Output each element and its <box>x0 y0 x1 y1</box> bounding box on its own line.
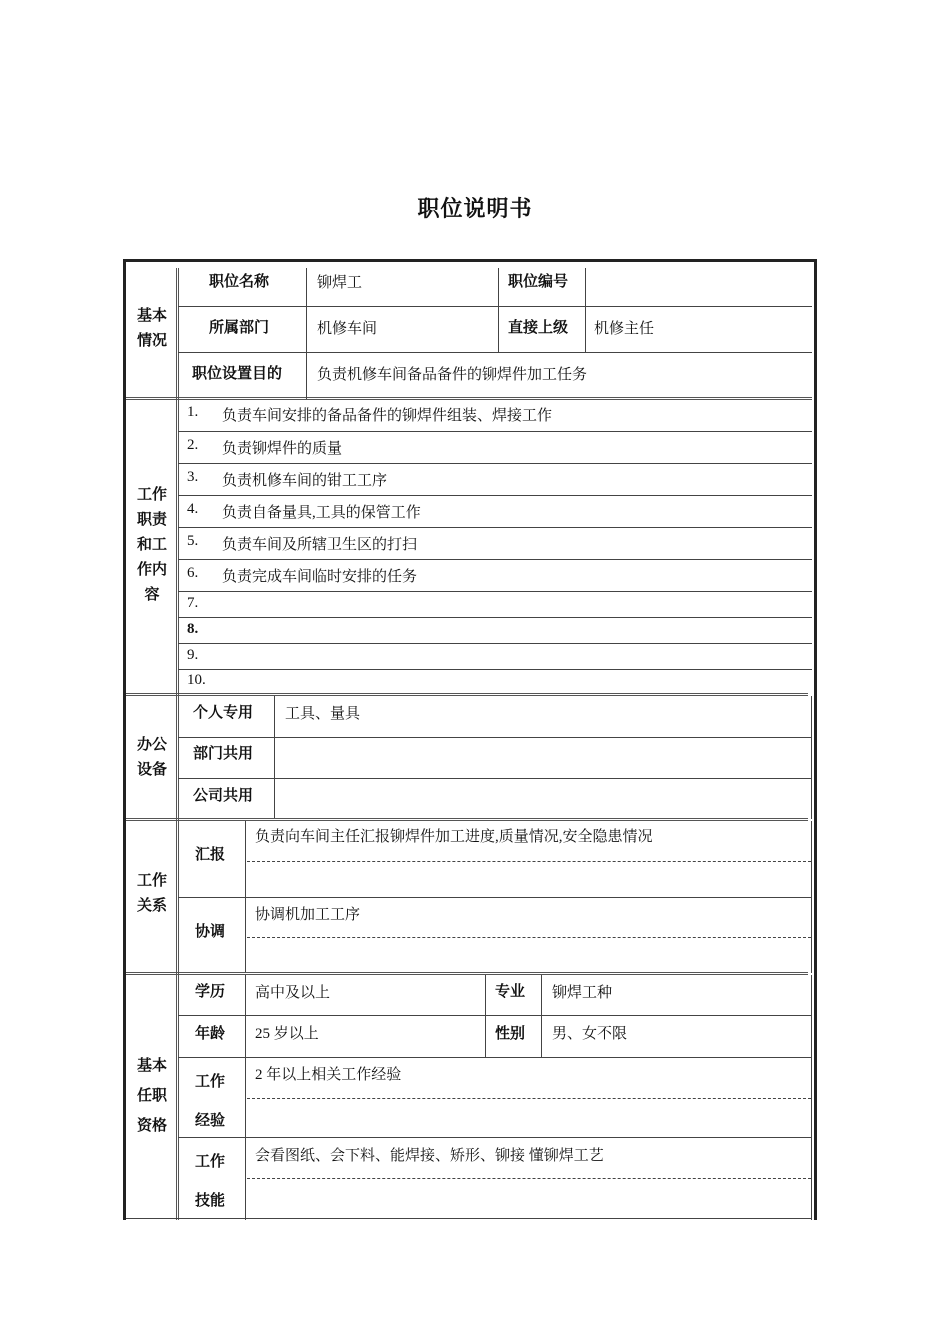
position-code-label: 职位编号 <box>508 272 569 290</box>
duty-8-number: 8. <box>187 621 199 637</box>
duty-3-text: 负责机修车间的钳工工序 <box>222 473 388 489</box>
personal-equipment-label: 个人专用 <box>193 703 254 721</box>
duty-4-number: 4. <box>187 501 199 517</box>
experience-value: 2 年以上相关工作经验 <box>255 1067 402 1083</box>
duty-3-number: 3. <box>187 469 199 485</box>
duty-5-number: 5. <box>187 533 199 549</box>
position-name-label: 职位名称 <box>209 272 270 290</box>
duty-1-text: 负责车间安排的备品备件的铆焊件组装、焊接工作 <box>222 408 553 424</box>
department-equipment-label: 部门共用 <box>193 744 254 762</box>
duty-5-text: 负责车间及所辖卫生区的打扫 <box>222 537 418 553</box>
supervisor-label: 直接上级 <box>508 318 569 336</box>
report-label: 汇报 <box>195 845 226 863</box>
duty-10-number: 10. <box>187 672 206 688</box>
company-equipment-label: 公司共用 <box>193 786 254 804</box>
section-duties: 工作 职责 和工 作内 容 <box>136 485 167 603</box>
duty-7-number: 7. <box>187 595 199 611</box>
duty-9-number: 9. <box>187 647 199 663</box>
duty-1-number: 1. <box>187 404 199 420</box>
report-dashed-separator <box>247 861 811 862</box>
age-value: 25 岁以上 <box>255 1026 319 1042</box>
education-label: 学历 <box>195 982 226 1000</box>
experience-label: 工作 经验 <box>195 1072 226 1129</box>
major-label: 专业 <box>495 982 526 1000</box>
section-basic-info: 基本 情况 <box>136 306 167 349</box>
gender-value: 男、女不限 <box>552 1026 628 1042</box>
skills-value: 会看图纸、会下料、能焊接、矫形、铆接 懂铆焊工艺 <box>255 1148 604 1164</box>
coordinate-value: 协调机加工工序 <box>255 907 361 923</box>
section-qualifications: 基本 任职 资格 <box>136 1056 167 1134</box>
duty-6-text: 负责完成车间临时安排的任务 <box>222 569 418 585</box>
skills-label: 工作 技能 <box>195 1152 226 1209</box>
age-label: 年龄 <box>195 1024 226 1042</box>
education-value: 高中及以上 <box>255 985 331 1001</box>
duty-6-number: 6. <box>187 565 199 581</box>
section-relations: 工作 关系 <box>136 871 167 914</box>
personal-equipment-value: 工具、量具 <box>285 706 361 722</box>
supervisor-value: 机修主任 <box>594 321 655 337</box>
duty-2-text: 负责铆焊件的质量 <box>222 441 343 457</box>
section-equipment: 办公 设备 <box>136 735 167 778</box>
skills-dashed-separator <box>247 1178 811 1179</box>
experience-dashed-separator <box>247 1098 811 1099</box>
purpose-value: 负责机修车间备品备件的铆焊件加工任务 <box>317 367 588 383</box>
report-value: 负责向车间主任汇报铆焊件加工进度,质量情况,安全隐患情况 <box>255 829 653 845</box>
purpose-label: 职位设置目的 <box>192 364 283 382</box>
position-name-value: 铆焊工 <box>317 275 363 291</box>
gender-label: 性别 <box>495 1024 526 1042</box>
page-title: 职位说明书 <box>417 197 533 222</box>
coordinate-label: 协调 <box>195 922 226 940</box>
duty-4-text: 负责自备量具,工具的保管工作 <box>222 505 421 521</box>
major-value: 铆焊工种 <box>552 985 613 1001</box>
department-label: 所属部门 <box>209 318 270 336</box>
department-value: 机修车间 <box>317 321 378 337</box>
coordinate-dashed-separator <box>247 937 811 938</box>
duty-2-number: 2. <box>187 437 199 453</box>
